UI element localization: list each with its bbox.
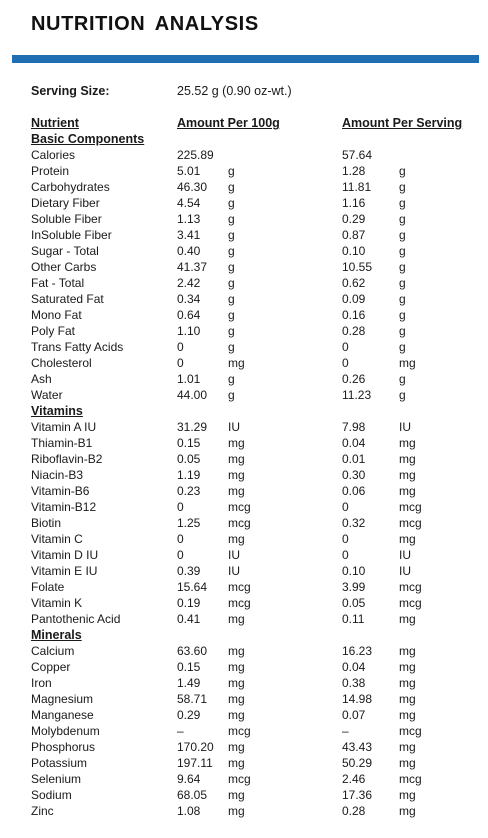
amount-per-serving: 0 [342, 500, 349, 514]
unit-per-serving: IU [399, 548, 411, 562]
unit-per-100g: g [228, 324, 235, 338]
amount-per-100g: 44.00 [177, 388, 208, 402]
nutrient-name: Phosphorus [31, 740, 96, 754]
table-row [0, 707, 488, 723]
unit-per-100g: mg [228, 788, 245, 802]
unit-per-serving: g [399, 244, 406, 258]
amount-per-100g: 41.37 [177, 260, 208, 274]
nutrient-name: Vitamin K [31, 596, 83, 610]
nutrient-name: Selenium [31, 772, 82, 786]
unit-per-100g: g [228, 308, 235, 322]
nutrient-name: Carbohydrates [31, 180, 110, 194]
unit-per-serving: mcg [399, 724, 422, 738]
unit-per-100g: mg [228, 804, 245, 818]
unit-per-100g: IU [228, 548, 240, 562]
amount-per-100g: 0 [177, 548, 184, 562]
amount-per-serving: 0.16 [342, 308, 366, 322]
unit-per-100g: g [228, 388, 235, 402]
nutrient-name: Potassium [31, 756, 88, 770]
table-row [0, 499, 488, 515]
unit-per-serving: g [399, 180, 406, 194]
unit-per-100g: g [228, 164, 235, 178]
section-heading: Basic Components [31, 132, 145, 146]
table-row [0, 691, 488, 707]
nutrient-name: Saturated Fat [31, 292, 104, 306]
serving-size-label: Serving Size: [31, 84, 110, 98]
nutrient-name: Thiamin-B1 [31, 436, 93, 450]
amount-per-serving: 50.29 [342, 756, 373, 770]
amount-per-100g: 0.29 [177, 708, 201, 722]
table-row [0, 211, 488, 227]
amount-per-serving: 0.07 [342, 708, 366, 722]
unit-per-100g: mcg [228, 516, 251, 530]
table-row [0, 771, 488, 787]
nutrient-name: Vitamin E IU [31, 564, 98, 578]
amount-per-100g: 197.11 [177, 756, 213, 770]
unit-per-serving: mg [399, 532, 416, 546]
nutrient-name: Pantothenic Acid [31, 612, 121, 626]
table-row [0, 371, 488, 387]
table-row [0, 419, 488, 435]
section-heading: Minerals [31, 628, 82, 642]
table-row [0, 787, 488, 803]
unit-per-100g: mg [228, 468, 245, 482]
unit-per-serving: g [399, 372, 406, 386]
amount-per-serving: 43.43 [342, 740, 373, 754]
table-row [0, 243, 488, 259]
nutrient-name: Sugar - Total [31, 244, 99, 258]
unit-per-serving: g [399, 324, 406, 338]
unit-per-serving: IU [399, 420, 411, 434]
unit-per-serving: mg [399, 468, 416, 482]
unit-per-serving: mg [399, 356, 416, 370]
amount-per-serving: 0.38 [342, 676, 366, 690]
unit-per-serving: g [399, 196, 406, 210]
nutrient-name: Copper [31, 660, 71, 674]
amount-per-100g: 0.34 [177, 292, 201, 306]
unit-per-serving: mg [399, 452, 416, 466]
unit-per-serving: g [399, 388, 406, 402]
amount-per-100g: 4.54 [177, 196, 201, 210]
amount-per-100g: 0 [177, 500, 184, 514]
unit-per-100g: g [228, 196, 235, 210]
amount-per-100g: 0.19 [177, 596, 201, 610]
nutrient-name: Calcium [31, 644, 75, 658]
unit-per-serving: mg [399, 756, 416, 770]
unit-per-100g: mg [228, 532, 245, 546]
unit-per-100g: mcg [228, 772, 251, 786]
unit-per-serving: mcg [399, 596, 422, 610]
amount-per-serving: 17.36 [342, 788, 373, 802]
unit-per-serving: mg [399, 484, 416, 498]
unit-per-100g: mg [228, 692, 245, 706]
nutrient-name: Trans Fatty Acids [31, 340, 124, 354]
unit-per-100g: mg [228, 356, 245, 370]
unit-per-100g: IU [228, 564, 240, 578]
amount-per-100g: 0 [177, 340, 184, 354]
unit-per-serving: mg [399, 708, 416, 722]
amount-per-100g: 0.05 [177, 452, 201, 466]
unit-per-serving: g [399, 212, 406, 226]
unit-per-serving: g [399, 164, 406, 178]
table-row [0, 755, 488, 771]
table-row [0, 451, 488, 467]
nutrient-name: Vitamin-B12 [31, 500, 97, 514]
nutrition-table [0, 131, 488, 819]
unit-per-100g: mcg [228, 596, 251, 610]
unit-per-100g: mg [228, 436, 245, 450]
table-row [0, 195, 488, 211]
amount-per-100g: 3.41 [177, 228, 201, 242]
unit-per-100g: g [228, 228, 235, 242]
table-row [0, 515, 488, 531]
amount-per-100g: 68.05 [177, 788, 208, 802]
unit-per-serving: mg [399, 644, 416, 658]
amount-per-100g: 1.01 [177, 372, 201, 386]
amount-per-serving: 0.87 [342, 228, 366, 242]
amount-per-100g: 1.25 [177, 516, 201, 530]
amount-per-serving: 0 [342, 356, 349, 370]
nutrient-name: Protein [31, 164, 70, 178]
nutrient-name: Cholesterol [31, 356, 92, 370]
table-row [0, 579, 488, 595]
amount-per-serving: 0.62 [342, 276, 366, 290]
section-heading: Vitamins [31, 404, 83, 418]
amount-per-100g: 46.30 [177, 180, 208, 194]
nutrient-name: Ash [31, 372, 52, 386]
amount-per-serving: 1.28 [342, 164, 366, 178]
unit-per-serving: g [399, 292, 406, 306]
nutrient-name: Niacin-B3 [31, 468, 84, 482]
amount-per-100g: 0.40 [177, 244, 201, 258]
unit-per-serving: g [399, 308, 406, 322]
table-row [0, 291, 488, 307]
amount-per-serving: 0 [342, 548, 349, 562]
amount-per-100g: 0 [177, 356, 184, 370]
table-row [0, 563, 488, 579]
amount-per-100g: 1.13 [177, 212, 201, 226]
amount-per-100g: 1.08 [177, 804, 201, 818]
amount-per-serving: 0.10 [342, 244, 366, 258]
table-row [0, 355, 488, 371]
amount-per-100g: 0.15 [177, 436, 201, 450]
header-divider-bar [12, 55, 479, 63]
nutrient-name: Sodium [31, 788, 72, 802]
unit-per-100g: mg [228, 708, 245, 722]
amount-per-100g: 225.89 [177, 148, 214, 162]
unit-per-100g: mg [228, 660, 245, 674]
amount-per-serving: 7.98 [342, 420, 366, 434]
unit-per-100g: g [228, 260, 235, 274]
amount-per-serving: 14.98 [342, 692, 373, 706]
nutrient-name: Zinc [31, 804, 54, 818]
unit-per-serving: mg [399, 692, 416, 706]
unit-per-100g: mg [228, 740, 245, 754]
page-title: NUTRITION ANALYSIS [31, 13, 259, 35]
unit-per-serving: mg [399, 676, 416, 690]
amount-per-100g: 0.23 [177, 484, 201, 498]
nutrient-name: Biotin [31, 516, 62, 530]
nutrient-name: Iron [31, 676, 52, 690]
amount-per-serving: 11.23 [342, 388, 372, 402]
amount-per-serving: 0.28 [342, 804, 366, 818]
nutrient-name: Vitamin D IU [31, 548, 99, 562]
nutrient-name: Molybdenum [31, 724, 100, 738]
nutrient-name: Water [31, 388, 63, 402]
column-header-per-100g: Amount Per 100g [177, 116, 280, 130]
nutrient-name: Vitamin C [31, 532, 83, 546]
nutrient-name: Other Carbs [31, 260, 97, 274]
amount-per-serving: 0.04 [342, 660, 366, 674]
nutrient-name: Folate [31, 580, 65, 594]
amount-per-serving: 11.81 [342, 180, 372, 194]
amount-per-serving: 0.06 [342, 484, 366, 498]
unit-per-serving: g [399, 340, 406, 354]
table-row [0, 339, 488, 355]
nutrient-name: Magnesium [31, 692, 94, 706]
table-row [0, 307, 488, 323]
nutrient-name: Dietary Fiber [31, 196, 100, 210]
amount-per-serving: 2.46 [342, 772, 366, 786]
amount-per-100g: 1.49 [177, 676, 201, 690]
nutrient-name: Soluble Fiber [31, 212, 102, 226]
table-row [0, 531, 488, 547]
amount-per-serving: 0.32 [342, 516, 366, 530]
amount-per-100g: 2.42 [177, 276, 201, 290]
amount-per-serving: 0.10 [342, 564, 366, 578]
unit-per-serving: mg [399, 804, 416, 818]
unit-per-100g: mcg [228, 724, 251, 738]
nutrient-name: Vitamin-B6 [31, 484, 90, 498]
unit-per-serving: mg [399, 436, 416, 450]
unit-per-serving: mcg [399, 500, 422, 514]
table-row [0, 723, 488, 739]
amount-per-100g: – [177, 724, 184, 738]
amount-per-100g: 58.71 [177, 692, 208, 706]
unit-per-100g: mcg [228, 500, 251, 514]
nutrient-name: Mono Fat [31, 308, 82, 322]
amount-per-100g: 0.15 [177, 660, 201, 674]
unit-per-100g: g [228, 212, 235, 226]
amount-per-serving: 1.16 [342, 196, 366, 210]
unit-per-100g: mg [228, 612, 245, 626]
nutrient-name: InSoluble Fiber [31, 228, 112, 242]
unit-per-serving: mg [399, 660, 416, 674]
amount-per-serving: 0 [342, 532, 349, 546]
column-header-nutrient: Nutrient [31, 116, 79, 130]
unit-per-serving: mg [399, 612, 416, 626]
table-row [0, 163, 488, 179]
amount-per-serving: 16.23 [342, 644, 373, 658]
unit-per-serving: IU [399, 564, 411, 578]
amount-per-serving: 57.64 [342, 148, 373, 162]
table-row [0, 659, 488, 675]
amount-per-100g: 1.10 [177, 324, 201, 338]
unit-per-100g: mcg [228, 580, 251, 594]
amount-per-100g: 31.29 [177, 420, 208, 434]
amount-per-serving: 0.11 [342, 612, 365, 626]
unit-per-100g: g [228, 340, 235, 354]
nutrient-name: Calories [31, 148, 76, 162]
amount-per-100g: 0 [177, 532, 184, 546]
serving-size-value: 25.52 g (0.90 oz-wt.) [177, 84, 292, 98]
section-heading-row [0, 403, 488, 419]
amount-per-100g: 0.39 [177, 564, 201, 578]
amount-per-serving: 0.30 [342, 468, 366, 482]
nutrient-name: Poly Fat [31, 324, 76, 338]
unit-per-100g: g [228, 276, 235, 290]
unit-per-100g: mg [228, 484, 245, 498]
table-row [0, 675, 488, 691]
table-row [0, 803, 488, 819]
unit-per-100g: mg [228, 676, 245, 690]
table-row [0, 483, 488, 499]
amount-per-100g: 15.64 [177, 580, 208, 594]
unit-per-serving: g [399, 276, 406, 290]
table-row [0, 467, 488, 483]
section-heading-row [0, 627, 488, 643]
table-row [0, 179, 488, 195]
amount-per-serving: 3.99 [342, 580, 366, 594]
amount-per-serving: 0.09 [342, 292, 366, 306]
amount-per-serving: – [342, 724, 349, 738]
unit-per-serving: g [399, 228, 406, 242]
amount-per-100g: 1.19 [177, 468, 201, 482]
amount-per-100g: 0.41 [177, 612, 201, 626]
amount-per-100g: 63.60 [177, 644, 208, 658]
table-row [0, 147, 488, 163]
unit-per-100g: mg [228, 452, 245, 466]
amount-per-100g: 9.64 [177, 772, 201, 786]
nutrient-name: Riboflavin-B2 [31, 452, 103, 466]
table-row [0, 611, 488, 627]
unit-per-serving: mg [399, 788, 416, 802]
table-row [0, 275, 488, 291]
table-row [0, 547, 488, 563]
unit-per-serving: g [399, 260, 406, 274]
unit-per-100g: mg [228, 644, 245, 658]
table-row [0, 323, 488, 339]
amount-per-serving: 0.28 [342, 324, 366, 338]
unit-per-serving: mg [399, 740, 416, 754]
amount-per-serving: 0.04 [342, 436, 366, 450]
table-row [0, 387, 488, 403]
unit-per-100g: g [228, 180, 235, 194]
section-heading-row [0, 131, 488, 147]
unit-per-100g: g [228, 292, 235, 306]
table-row [0, 643, 488, 659]
amount-per-serving: 0.26 [342, 372, 366, 386]
unit-per-100g: g [228, 244, 235, 258]
amount-per-100g: 5.01 [177, 164, 201, 178]
nutrient-name: Vitamin A IU [31, 420, 97, 434]
amount-per-100g: 0.64 [177, 308, 201, 322]
unit-per-serving: mcg [399, 516, 422, 530]
unit-per-100g: IU [228, 420, 240, 434]
unit-per-serving: mcg [399, 580, 422, 594]
amount-per-serving: 0.01 [342, 452, 366, 466]
table-row [0, 595, 488, 611]
table-row [0, 435, 488, 451]
amount-per-serving: 10.55 [342, 260, 373, 274]
nutrient-name: Manganese [31, 708, 94, 722]
table-row [0, 739, 488, 755]
table-row [0, 259, 488, 275]
amount-per-100g: 170.20 [177, 740, 214, 754]
unit-per-serving: mcg [399, 772, 422, 786]
amount-per-serving: 0.05 [342, 596, 366, 610]
table-row [0, 227, 488, 243]
column-header-per-serving: Amount Per Serving [342, 116, 463, 130]
unit-per-100g: mg [228, 756, 245, 770]
unit-per-100g: g [228, 372, 235, 386]
nutrient-name: Fat - Total [31, 276, 85, 290]
amount-per-serving: 0.29 [342, 212, 366, 226]
amount-per-serving: 0 [342, 340, 349, 354]
